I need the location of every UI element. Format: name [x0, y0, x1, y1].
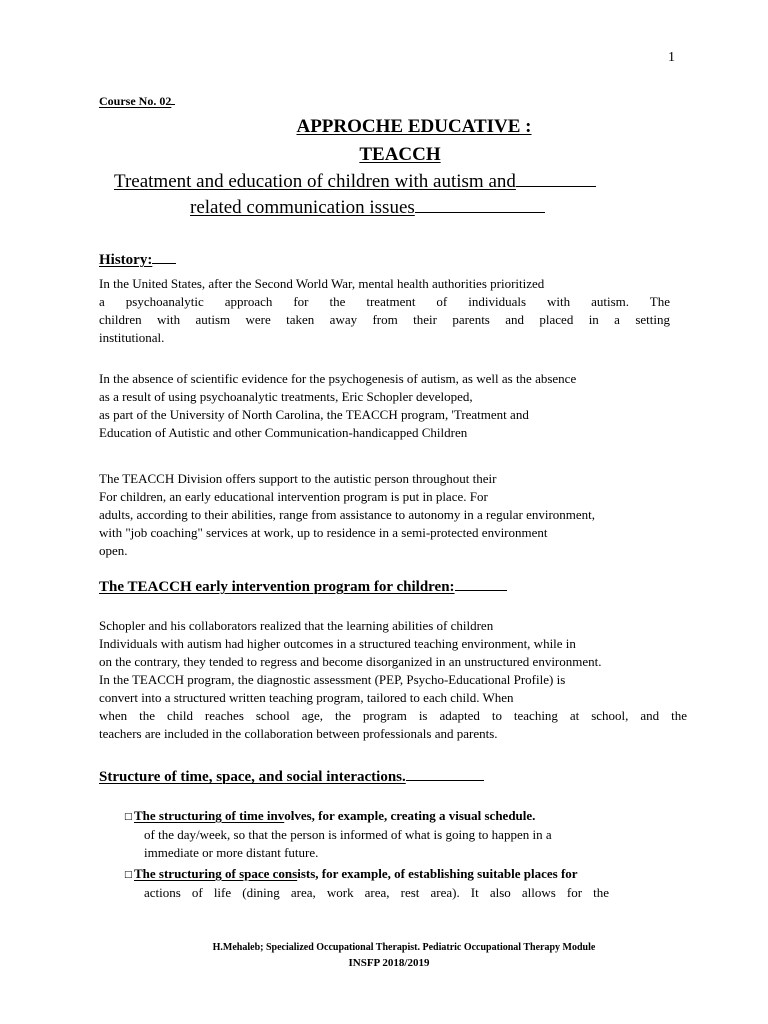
structure-heading-text: Structure of time, space, and social interactions.	[99, 769, 406, 785]
text-line: when the child reaches school age, the program is adapted to teaching at school, and the	[99, 708, 687, 723]
bullet-item-time	[124, 808, 535, 824]
underline-rule	[455, 590, 507, 591]
text-line: institutional.	[99, 330, 165, 345]
text-line: The TEACCH Division offers support to the autistic person throughout their	[99, 471, 497, 486]
text-line: open.	[99, 543, 128, 558]
history-paragraph-2	[99, 370, 670, 442]
text-line: with "job coaching" services at work, up to residence in a semi-protected environment	[99, 525, 548, 540]
underline-rule	[415, 212, 545, 213]
text-line: teachers are included in the collaboration between professionals and parents.	[99, 726, 498, 741]
footer-institution: INSFP 2018/2019	[348, 957, 430, 969]
section-heading-structure	[99, 769, 484, 786]
history-paragraph-1	[99, 275, 670, 347]
document-title-text: APPROCHE EDUCATIVE :	[296, 116, 532, 137]
text-line: In the absence of scientific evidence for the psychogenesis of autism, as well as the absence	[99, 371, 577, 386]
teacch-paragraph	[99, 617, 687, 743]
section-heading-history	[99, 252, 176, 269]
text-line: convert into a structured written teaching program, tailored to each child. When	[99, 690, 514, 705]
teacch-heading-text: The TEACCH early intervention program for children:	[99, 579, 455, 595]
text-line: of the day/week, so that the person is informed of what is going to happen in a	[144, 827, 552, 842]
document-subtitle-line-1	[114, 171, 596, 193]
bullet-head-text: olves, for example, creating a visual schedule.	[284, 808, 536, 823]
page-number: 1	[668, 50, 675, 65]
bullet-item-space	[124, 866, 578, 882]
underline-rule	[152, 263, 176, 264]
course-label-text: Course No. 02	[99, 94, 172, 108]
underline-rule	[171, 104, 175, 105]
checkbox-bullet-icon: □	[124, 870, 133, 880]
text-line: For children, an early educational intervention program is put in place. For	[99, 489, 488, 504]
document-title	[0, 116, 768, 138]
document-subtitle-line-2	[190, 197, 545, 219]
text-line: on the contrary, they tended to regress and become disorganized in an unstructured environment.	[99, 654, 602, 669]
section-heading-teacch-program	[99, 579, 507, 596]
text-line: as a result of using psychoanalytic treatments, Eric Schopler developed,	[99, 389, 473, 404]
text-line: immediate or more distant future.	[144, 845, 319, 860]
bullet-head-underlined: The structuring of time inv	[134, 808, 285, 823]
underline-rule	[406, 780, 484, 781]
text-line: adults, according to their abilities, range from assistance to autonomy in a regular environment,	[99, 507, 596, 522]
text-line: In the United States, after the Second World War, mental health authorities prioritized	[99, 276, 545, 291]
text-line: actions of life (dining area, work area, rest area). It also allows for the	[144, 885, 609, 900]
bullet-continuation-space	[144, 884, 609, 902]
course-label	[99, 94, 175, 109]
checkbox-bullet-icon: □	[124, 812, 133, 822]
text-line: children with autism were taken away from their parents and placed in a setting	[99, 312, 670, 327]
bullet-continuation-time	[144, 826, 552, 862]
footer-author: H.Mehaleb; Specialized Occupational Therapist. Pediatric Occupational Therapy Module	[212, 942, 596, 953]
text-line: In the TEACCH program, the diagnostic assessment (PEP, Psycho-Educational Profile) is	[99, 672, 566, 687]
text-line: Schopler and his collaborators realized that the learning abilities of children	[99, 618, 494, 633]
text-line: Individuals with autism had higher outcomes in a structured teaching environment, while in	[99, 636, 576, 651]
text-line: Education of Autistic and other Communication-handicapped Children	[99, 425, 468, 440]
document-title-acronym	[0, 144, 768, 166]
subtitle-text-1: Treatment and education of children with autism and	[114, 171, 516, 192]
subtitle-text-2: related communication issues	[190, 197, 415, 218]
document-title-acronym-text: TEACCH	[359, 144, 441, 165]
text-line: as part of the University of North Carolina, the TEACCH program, 'Treatment and	[99, 407, 529, 422]
bullet-head-text: ists, for example, of establishing suitable places for	[297, 866, 578, 881]
text-line: a psychoanalytic approach for the treatment of individuals with autism. The	[99, 294, 670, 309]
underline-rule	[516, 186, 596, 187]
history-heading-text: History:	[99, 252, 153, 268]
history-paragraph-3	[99, 470, 691, 560]
bullet-head-underlined: The structuring of space cons	[134, 866, 298, 881]
